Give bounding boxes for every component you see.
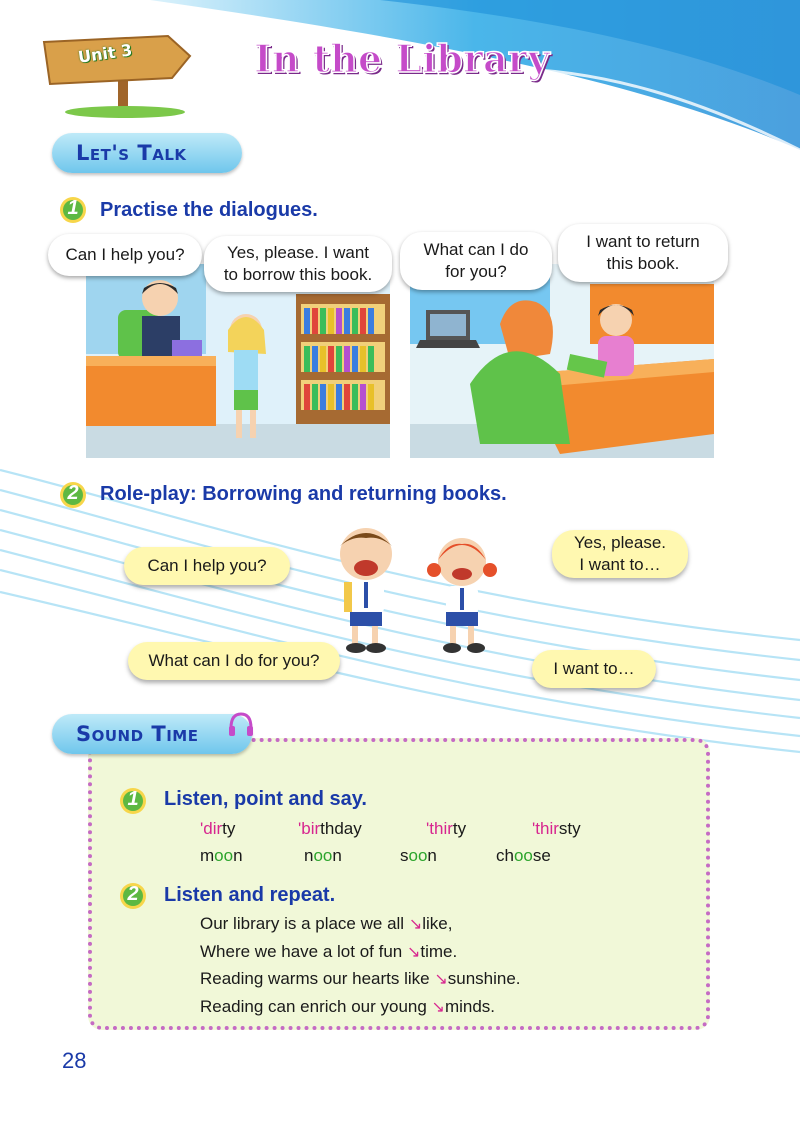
poem-line [200, 942, 457, 962]
roleplay-bubble-i-want-to [532, 650, 656, 688]
library-desk-illustration [86, 264, 390, 458]
page-title: In the Library [254, 36, 550, 81]
badge-number: 1 [67, 197, 79, 219]
poem-text: Reading warms our hearts like [200, 969, 435, 988]
word-dirty [200, 819, 235, 839]
word-highlight: oo [214, 846, 234, 865]
bubble-text-line1: Yes, please. [574, 533, 666, 552]
headphones-icon [226, 710, 256, 740]
word-thirty [426, 819, 466, 839]
word-highlight: ir [549, 819, 559, 838]
poem-end-word: like, [422, 914, 453, 933]
intonation-arrow-icon: ↘ [431, 999, 445, 1016]
word-highlight: ir [212, 819, 223, 838]
word-prefix: ch [496, 846, 514, 865]
poem-end-word: sunshine. [447, 969, 521, 988]
bubble-return-book [558, 224, 728, 282]
bubble-text: I want to… [553, 659, 635, 678]
word-suffix: thday [320, 819, 362, 838]
word-suffix: n [233, 846, 243, 865]
section-heading-listen-repeat: Listen and repeat. [164, 884, 336, 906]
bubble-text-line2: this book. [606, 254, 680, 273]
word-prefix: m [200, 846, 215, 865]
bubble-text: Can I help you? [147, 556, 267, 575]
word-suffix: ty [222, 819, 236, 838]
word-thirsty [532, 819, 581, 839]
roleplay-bubble-can-i-help [124, 547, 290, 585]
badge-number: 2 [127, 883, 139, 905]
bubble-text-line1: What can I do [423, 240, 529, 259]
word-highlight: ir [443, 819, 453, 838]
bubble-text-line1: I want to return [586, 232, 700, 251]
word-moon [200, 846, 243, 866]
word-suffix: sty [558, 819, 581, 838]
poem-end-word: minds. [444, 997, 496, 1016]
section-heading-practise: Practise the dialogues. [100, 199, 318, 221]
roleplay-bubble-what-can-i-do [128, 642, 340, 680]
word-choose [496, 846, 551, 866]
word-prefix: 'b [298, 819, 311, 838]
library-return-illustration [410, 264, 714, 458]
section-heading-roleplay: Role-play: Borrowing and returning books. [100, 483, 507, 505]
page-number: 28 [62, 1048, 87, 1073]
poem-line [200, 997, 495, 1017]
bubble-text: What can I do for you? [148, 651, 320, 670]
intonation-arrow-icon: ↘ [406, 944, 421, 961]
word-prefix: n [304, 846, 314, 865]
bubble-text-line1: Yes, please. I want [226, 243, 370, 262]
poem-line [200, 969, 521, 989]
poem-end-word: time. [420, 942, 458, 961]
word-noon [304, 846, 342, 866]
word-highlight: ir [310, 819, 321, 838]
word-suffix: ty [452, 819, 467, 838]
poem-text: Our library is a place we all [200, 914, 409, 933]
badge-number: 2 [67, 482, 79, 504]
poem-text: Where we have a lot of fun [200, 942, 407, 961]
word-highlight: oo [408, 846, 428, 865]
word-birthday [298, 819, 362, 839]
lets-talk-label [52, 133, 242, 173]
badge-number: 1 [127, 788, 139, 810]
word-prefix: 'th [532, 819, 550, 838]
word-suffix: n [427, 846, 437, 865]
sound-time-text: Sound Time [76, 722, 199, 746]
word-soon [400, 846, 437, 866]
bubble-text-line2: to borrow this book. [223, 265, 373, 284]
poem-line [200, 914, 452, 934]
section-heading-listen-point: Listen, point and say. [164, 788, 367, 810]
word-prefix: 'd [200, 819, 213, 838]
intonation-arrow-icon: ↘ [408, 916, 423, 933]
word-prefix: s [400, 846, 409, 865]
intonation-arrow-icon: ↘ [434, 971, 448, 988]
roleplay-bubble-yes-please [552, 530, 688, 578]
bubble-text-line2: for you? [445, 262, 507, 281]
lets-talk-text: Let's Talk [76, 141, 187, 165]
bubble-text: Can I help you? [65, 245, 185, 264]
bubble-what-can-i-do [400, 232, 552, 290]
children-illustration [330, 526, 510, 658]
bubble-borrow-book [204, 236, 392, 292]
word-highlight: oo [513, 846, 533, 865]
sound-time-label [52, 714, 252, 754]
word-suffix: n [332, 846, 342, 865]
unit-label: Unit 3 [76, 40, 134, 67]
word-prefix: 'th [426, 819, 444, 838]
bubble-can-i-help [48, 234, 202, 276]
word-suffix: se [532, 846, 551, 865]
poem-text: Reading can enrich our young [200, 997, 432, 1016]
bubble-text-line2: I want to… [579, 555, 661, 574]
word-highlight: oo [313, 846, 333, 865]
